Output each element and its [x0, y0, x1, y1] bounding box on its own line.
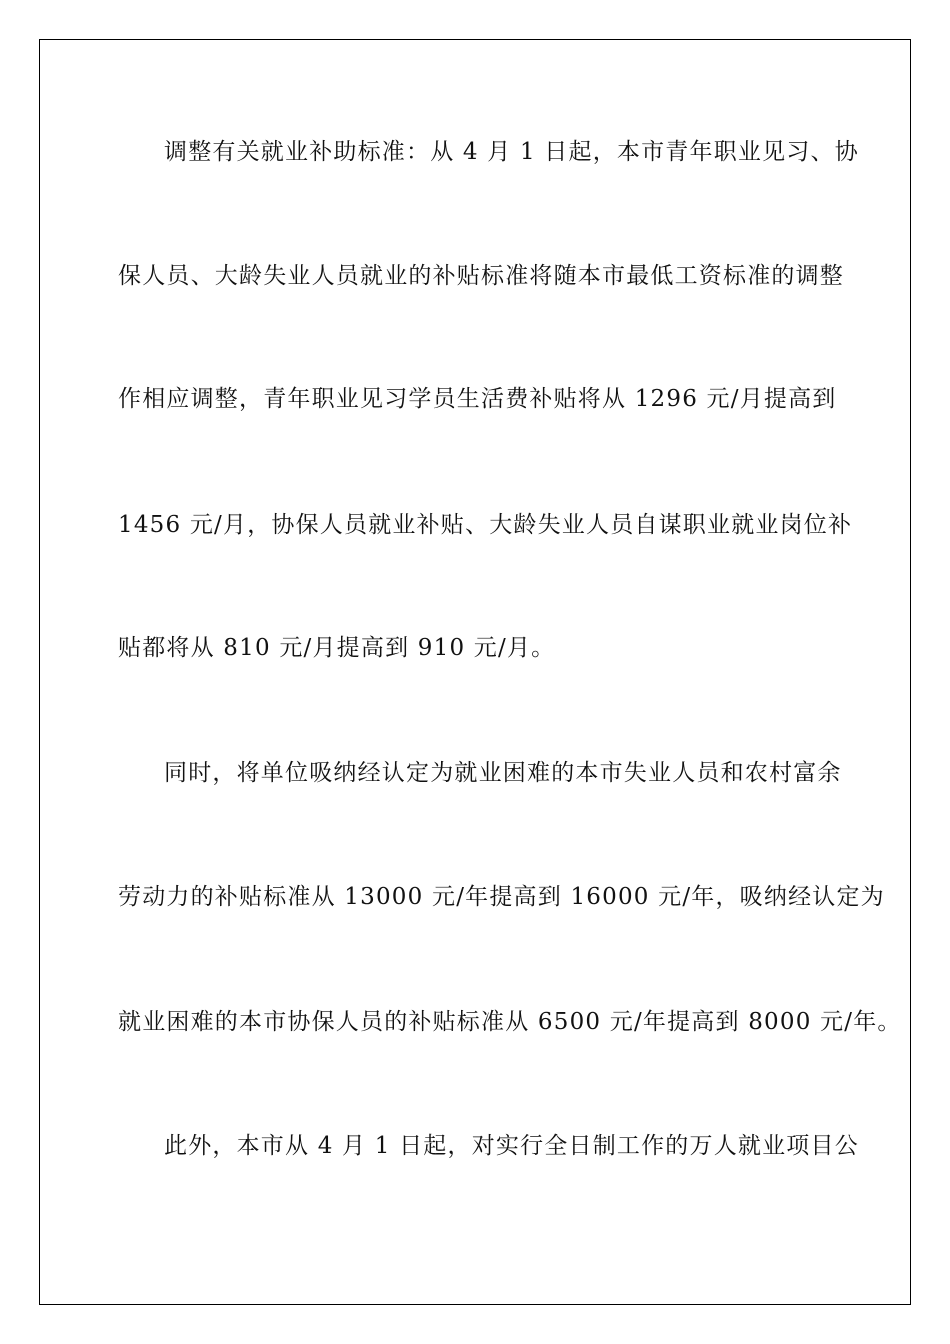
paragraph-1-line-4: 1456 元/月，协保人员就业补贴、大龄失业人员自谋职业就业岗位补	[118, 512, 853, 538]
paragraph-2-line-3: 就业困难的本市协保人员的补贴标准从 6500 元/年提高到 8000 元/年。	[118, 1009, 902, 1035]
paragraph-1-line-2: 保人员、大龄失业人员就业的补贴标准将随本市最低工资标准的调整	[118, 263, 844, 289]
paragraph-1-line-3: 作相应调整，青年职业见习学员生活费补贴将从 1296 元/月提高到	[118, 386, 837, 412]
paragraph-2-line-2: 劳动力的补贴标准从 13000 元/年提高到 16000 元/年，吸纳经认定为	[118, 884, 885, 910]
paragraph-3-line-1: 此外，本市从 4 月 1 日起，对实行全日制工作的万人就业项目公	[164, 1133, 859, 1159]
page-border	[39, 39, 911, 1305]
paragraph-1-line-1: 调整有关就业补助标准：从 4 月 1 日起，本市青年职业见习、协	[164, 139, 859, 165]
paragraph-2-line-1: 同时，将单位吸纳经认定为就业困难的本市失业人员和农村富余	[164, 760, 842, 786]
paragraph-1-line-5: 贴都将从 810 元/月提高到 910 元/月。	[118, 635, 556, 661]
